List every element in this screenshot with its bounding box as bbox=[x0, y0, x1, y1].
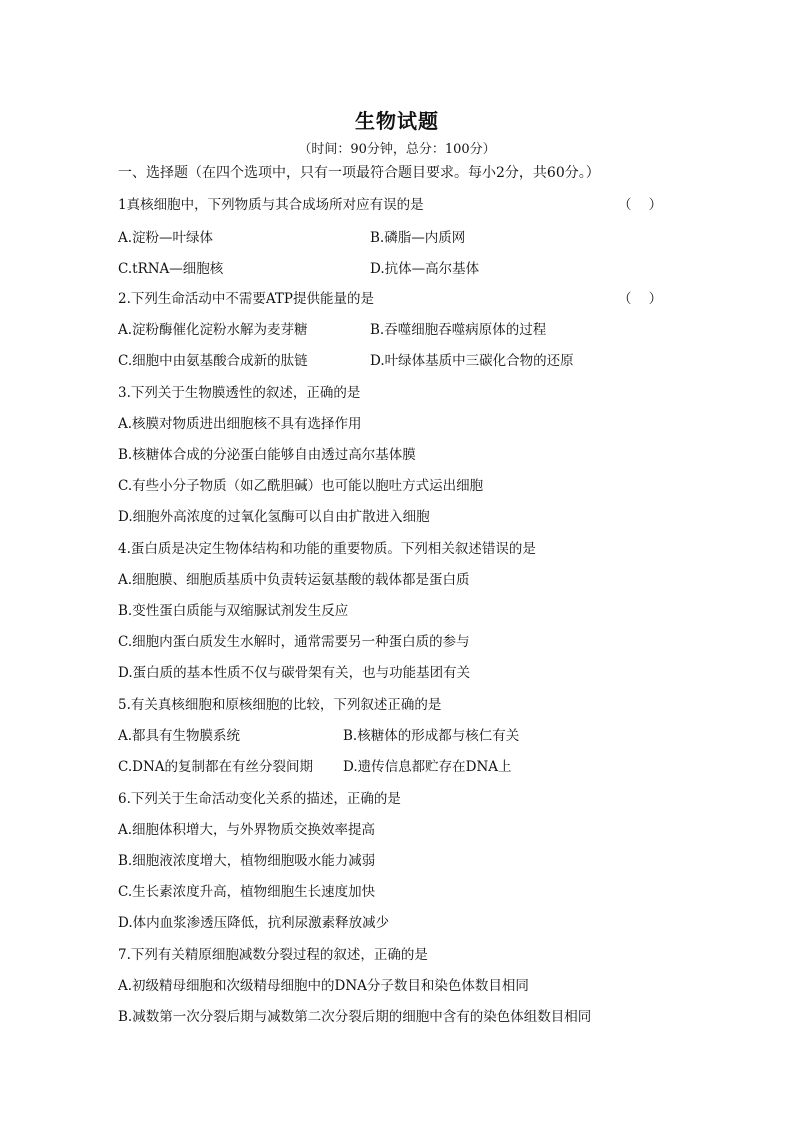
question-6-option-b: B.细胞液浓度增大，植物细胞吸水能力减弱 bbox=[118, 853, 376, 869]
question-2-option-c: C.细胞中由氨基酸合成新的肽链 bbox=[118, 353, 308, 369]
question-1-answer-blank: （ ） bbox=[618, 197, 663, 213]
question-4-option-c: C.细胞内蛋白质发生水解时，通常需要另一种蛋白质的参与 bbox=[118, 634, 470, 650]
question-4-option-a: A.细胞膜、细胞质基质中负责转运氨基酸的载体都是蛋白质 bbox=[118, 572, 470, 588]
question-3-option-a: A.核膜对物质进出细胞核不具有选择作用 bbox=[118, 416, 362, 432]
page-subtitle: （时间：90分钟，总分：100分） bbox=[298, 142, 496, 157]
question-5-option-b: B.核糖体的形成都与核仁有关 bbox=[343, 728, 520, 744]
question-7-stem: 7.下列有关精原细胞减数分裂过程的叙述，正确的是 bbox=[118, 947, 428, 963]
question-6-option-d: D.体内血浆渗透压降低，抗利尿激素释放减少 bbox=[118, 915, 390, 931]
question-6-stem: 6.下列关于生命活动变化关系的描述，正确的是 bbox=[118, 791, 401, 807]
question-5-stem: 5.有关真核细胞和原核细胞的比较，下列叙述正确的是 bbox=[118, 697, 442, 713]
question-1-option-d: D.抗体—高尔基体 bbox=[370, 261, 480, 277]
question-6-option-a: A.细胞体积增大，与外界物质交换效率提高 bbox=[118, 822, 376, 838]
question-2-option-a: A.淀粉酶催化淀粉水解为麦芽糖 bbox=[118, 322, 308, 338]
question-2-option-d: D.叶绿体基质中三碳化合物的还原 bbox=[370, 353, 574, 369]
question-1-option-c: C.tRNA—细胞核 bbox=[118, 261, 224, 277]
question-5-option-a: A.都具有生物膜系统 bbox=[118, 728, 241, 744]
question-3-option-d: D.细胞外高浓度的过氧化氢酶可以自由扩散进入细胞 bbox=[118, 509, 430, 525]
question-2-answer-blank: （ ） bbox=[618, 291, 663, 307]
question-4-option-b: B.变性蛋白质能与双缩脲试剂发生反应 bbox=[118, 603, 349, 619]
question-7-option-b: B.减数第一次分裂后期与减数第二次分裂后期的细胞中含有的染色体组数目相同 bbox=[118, 1009, 592, 1025]
question-2-stem: 2.下列生命活动中不需要ATP提供能量的是 bbox=[118, 291, 374, 307]
question-2-option-b: B.吞噬细胞吞噬病原体的过程 bbox=[370, 322, 547, 338]
question-4-stem: 4.蛋白质是决定生物体结构和功能的重要物质。下列相关叙述错误的是 bbox=[118, 541, 536, 557]
page-title: 生物试题 bbox=[355, 109, 439, 133]
question-6-option-c: C.生长素浓度升高，植物细胞生长速度加快 bbox=[118, 884, 376, 900]
question-7-option-a: A.初级精母细胞和次级精母细胞中的DNA分子数目和染色体数目相同 bbox=[118, 978, 529, 994]
question-4-option-d: D.蛋白质的基本性质不仅与碳骨架有关，也与功能基团有关 bbox=[118, 665, 471, 681]
question-1-stem: 1真核细胞中，下列物质与其合成场所对应有误的是 bbox=[118, 197, 424, 213]
section-heading: 一、选择题（在四个选项中，只有一项最符合题目要求。每小2分，共60分。） bbox=[118, 165, 600, 181]
question-5-option-c: C.DNA的复制都在有丝分裂间期 bbox=[118, 759, 314, 775]
question-1-option-b: B.磷脂—内质网 bbox=[370, 230, 466, 246]
question-1-option-a: A.淀粉—叶绿体 bbox=[118, 230, 214, 246]
question-5-option-d: D.遗传信息都贮存在DNA上 bbox=[343, 759, 512, 775]
question-3-option-b: B.核糖体合成的分泌蛋白能够自由透过高尔基体膜 bbox=[118, 447, 416, 463]
question-3-option-c: C.有些小分子物质（如乙酰胆碱）也可能以胞吐方式运出细胞 bbox=[118, 478, 484, 494]
question-3-stem: 3.下列关于生物膜透性的叙述，正确的是 bbox=[118, 385, 361, 401]
